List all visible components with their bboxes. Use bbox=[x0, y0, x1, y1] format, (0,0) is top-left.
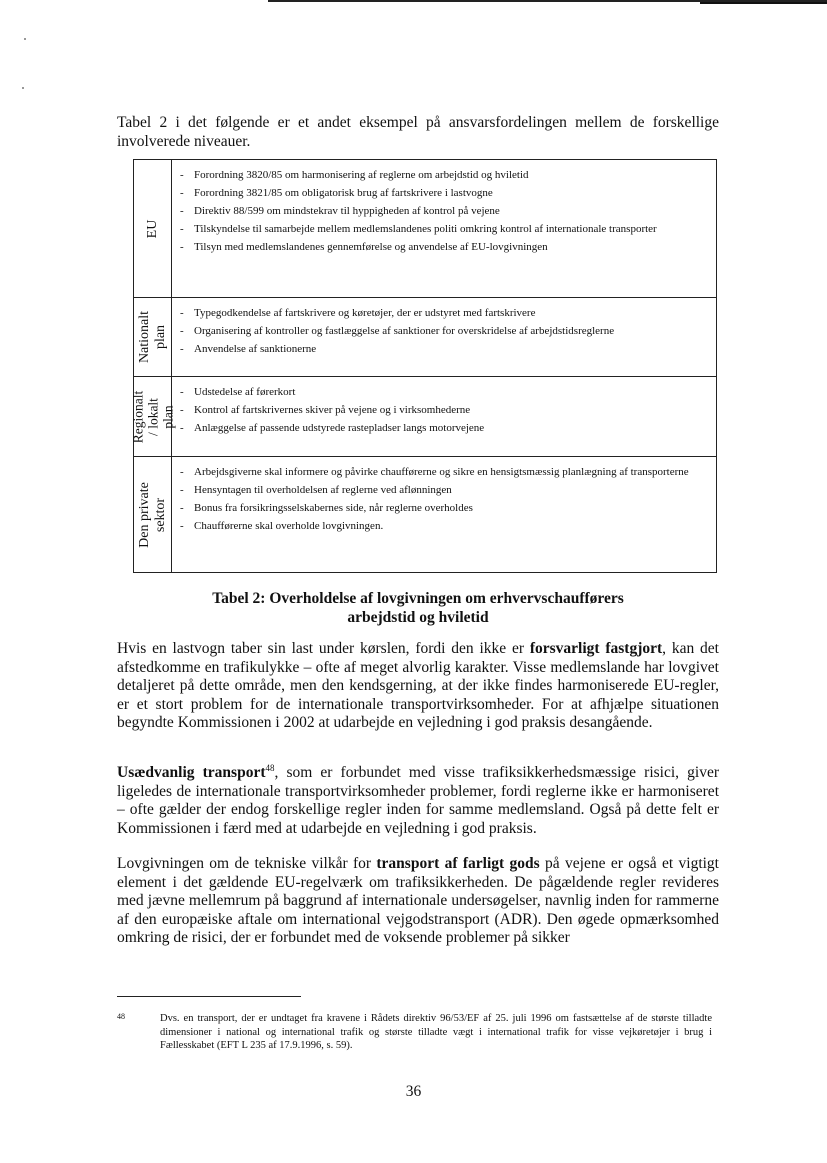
list-item: - Chaufførerne skal overholde lovgivningen. bbox=[180, 520, 384, 532]
row-items bbox=[172, 298, 716, 376]
row-label: Regionalt / lokalt plan bbox=[130, 390, 175, 443]
list-item: - Tilsyn med medlemslandenes gennemførelse og anvendelse af EU-lovgivningen bbox=[180, 241, 548, 253]
table-row-regional bbox=[130, 376, 716, 456]
page-number: 36 bbox=[405, 1083, 422, 1100]
paragraph-loose-cargo: Hvis en lastvogn taber sin last under kørslen, fordi den ikke er forsvarligt fastgjort, kan det afstedkomme en trafikulykke – ofte af meget alvorlig karakter. Visse medlemslande har lovgivet detaljeret på dette område, men den kendsgerning, at der ikke findes harmoniserede EU-regler, er et stort problem for de internationale transportvirksomheder. For at afhjælpe situationen begyndte Kommissionen i 2002 at udarbejde en vejledning i god praksis desangående. bbox=[117, 640, 719, 731]
list-item: - Anlæggelse af passende udstyrede rastepladser langs motorvejene bbox=[180, 422, 485, 434]
footnote-reference[interactable]: 48 bbox=[265, 762, 275, 773]
table-row-national bbox=[134, 297, 716, 376]
paragraph-unusual-transport: Usædvanlig transport$^{48}$, som er forbundet med visse trafiksikkerhedsmæssige risici, giver ligeledes de internationale transportvirksomheder problemer, fordi reglerne ikke er harmoniseret – ofte gælder der endog forskellige regler inden for samme medlemsland. Også på dette felt er Kommissionen i færd med at udarbejde en vejledning i god praksis. bbox=[117, 762, 719, 837]
row-items bbox=[172, 457, 716, 572]
scan-top-edge-line-right bbox=[700, 2, 827, 4]
row-label: Nationalt plan bbox=[136, 310, 168, 364]
scan-speck bbox=[24, 38, 26, 40]
list-item: - Hensyntagen til overholdelsen af reglerne ved aflønningen bbox=[180, 484, 452, 496]
table-caption-line2: arbejdstid og hviletid bbox=[347, 609, 489, 626]
row-label-cell bbox=[134, 298, 172, 376]
list-item: - Tilskyndelse til samarbejde mellem medlemslandenes politi omkring kontrol af internationale transporter bbox=[180, 223, 657, 235]
list-item: - Arbejdsgiverne skal informere og påvirke chaufførerne og sikre en hensigtsmæssig planlægning af transporterne bbox=[180, 466, 689, 478]
scan-speck bbox=[22, 87, 24, 89]
row-label-cell bbox=[130, 377, 175, 456]
paragraph-dangerous-goods: Lovgivningen om de tekniske vilkår for transport af farligt gods på vejene er også et vigtigt element i det gældende EU-regelværk om trafiksikkerheden. De pågældende regler revideres med jævne mellemrum på baggrund af internationale undersøgelser, navnlig inden for rammerne af den europæiske aftale om international vejgodstransport (ADR). Den øgede opmærksomhed omkring de risici, der er forbundet med de voksende problemer på sikker bbox=[117, 855, 719, 946]
row-items bbox=[172, 160, 716, 297]
row-label-cell bbox=[134, 457, 172, 572]
row-items bbox=[172, 377, 716, 456]
table-caption bbox=[117, 589, 719, 627]
table-row-eu bbox=[134, 160, 716, 297]
list-item: - Anvendelse af sanktionerne bbox=[180, 343, 317, 355]
footnote-text: Dvs. en transport, der er undtaget fra kravene i Rådets direktiv 96/53/EF af 25. juli 1996 om fastsættelse af de største tilladte dimensioner i national og international trafik og største tilladte vægt i international trafik for visse vejkøretøjer i brug i Fællesskabet (EFT L 235 af 17.9.1996, s. 59). bbox=[160, 1013, 712, 1051]
list-item: - Kontrol af fartskrivernes skiver på vejene og i virksomhederne bbox=[180, 404, 471, 416]
footnote-divider bbox=[117, 996, 301, 997]
table-row-private bbox=[134, 456, 716, 572]
list-item: - Forordning 3821/85 om obligatorisk brug af fartskrivere i lastvogne bbox=[180, 187, 493, 199]
responsibility-table bbox=[130, 159, 717, 573]
row-label: EU bbox=[144, 219, 160, 238]
list-item: - Bonus fra forsikringsselskabernes side, når reglerne overholdes bbox=[180, 502, 473, 514]
list-item: - Organisering af kontroller og fastlæggelse af sanktioner for overskridelse af arbejdstidsreglerne bbox=[180, 325, 615, 337]
row-label-cell bbox=[134, 160, 172, 297]
footnote-number: 48 bbox=[117, 1012, 125, 1021]
table-caption-line1: Tabel 2: Overholdelse af lovgivningen om erhvervschaufførers bbox=[212, 590, 624, 607]
list-item: - Direktiv 88/599 om mindstekrav til hyppigheden af kontrol på vejene bbox=[180, 205, 500, 217]
list-item: - Forordning 3820/85 om harmonisering af reglerne om arbejdstid og hviletid bbox=[180, 169, 529, 181]
intro-paragraph: Tabel 2 i det følgende er et andet eksempel på ansvarsfordelingen mellem de forskellige involverede niveauer. bbox=[117, 114, 719, 150]
row-label: Den private sektor bbox=[136, 481, 168, 548]
list-item: - Typegodkendelse af fartskrivere og køretøjer, der er udstyret med fartskrivere bbox=[180, 307, 536, 319]
list-item: - Udstedelse af førerkort bbox=[180, 386, 296, 398]
